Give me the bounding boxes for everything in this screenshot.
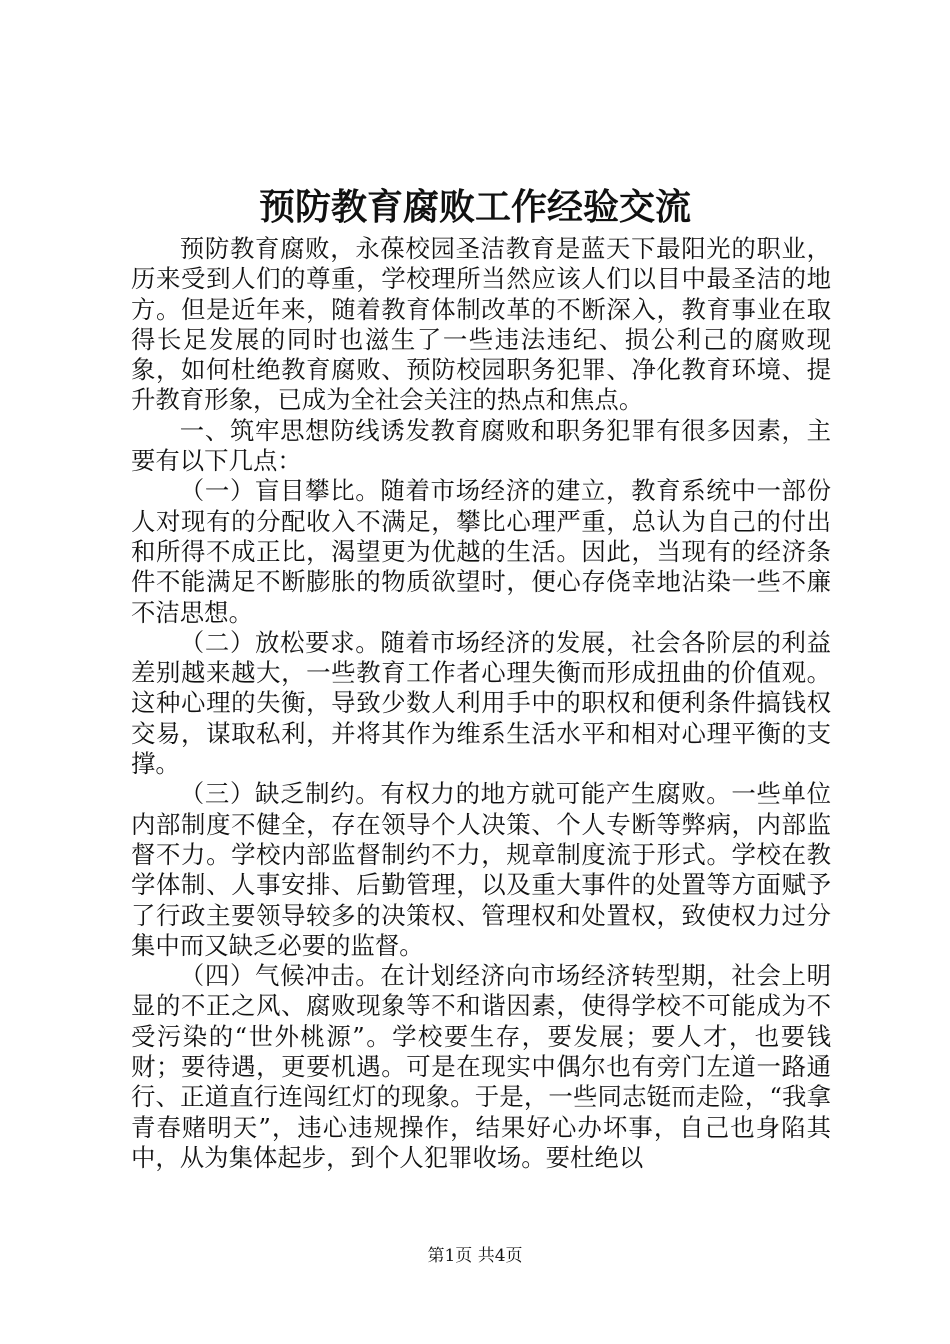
document-title: 预防教育腐败工作经验交流: [258, 186, 691, 228]
paragraph-item-4: （四）气候冲击。在计划经济向市场经济转型期，社会上明显的不正之风、腐败现象等不和谐因素，使得学校不可能成为不受污染的“世外桃源”。学校要生存，要发展；要人才，也要钱财；要待遇，更要机遇。可是在现实中偶尔也有旁门左道一路通行、正道直行连闯红灯的现象。于是，一些同志铤而走险，“我拿青春赌明天”，违心违规操作，结果好心办坏事，自己也身陷其中，从为集体起步，到个人犯罪收场。要杜绝以: [131, 961, 831, 1172]
paragraph-item-2: （二）放松要求。随着市场经济的发展，社会各阶层的利益差别越来越大，一些教育工作者心理失衡而形成扭曲的价值观。这种心理的失衡，导致少数人利用手中的职权和便利条件搞钱权交易，谋取私利，并将其作为维系生活水平和相对心理平衡的支撑。: [131, 627, 831, 779]
document-body: [131, 234, 831, 1173]
paragraph-item-1: （一）盲目攀比。随着市场经济的建立，教育系统中一部份人对现有的分配收入不满足，攀比心理严重，总认为自己的付出和所得不成正比，渴望更为优越的生活。因此，当现有的经济条件不能满足不断膨胀的物质欲望时，便心存侥幸地沾染一些不廉不洁思想。: [131, 476, 831, 627]
paragraph-section-1: 一、筑牢思想防线诱发教育腐败和职务犯罪有很多因素，主要有以下几点：: [131, 415, 831, 476]
paragraph-intro: 预防教育腐败，永葆校园圣洁教育是蓝天下最阳光的职业，历来受到人们的尊重，学校理所当然应该人们以目中最圣洁的地方。但是近年来，随着教育体制改革的不断深入，教育事业在取得长足发展的同时也滋生了一些违法违纪、损公利己的腐败现象，如何杜绝教育腐败、预防校园职务犯罪、净化教育环境、提升教育形象，已成为全社会关注的热点和焦点。: [131, 234, 831, 415]
paragraph-item-3: （三）缺乏制约。有权力的地方就可能产生腐败。一些单位内部制度不健全，存在领导个人决策、个人专断等弊病，内部监督不力。学校内部监督制约不力，规章制度流于形式。学校在教学体制、人事安排、后勤管理，以及重大事件的处置等方面赋予了行政主要领导较多的决策权、管理权和处置权，致使权力过分集中而又缺乏必要的监督。: [131, 779, 831, 960]
page-footer: 第1页 共4页: [427, 1246, 523, 1266]
